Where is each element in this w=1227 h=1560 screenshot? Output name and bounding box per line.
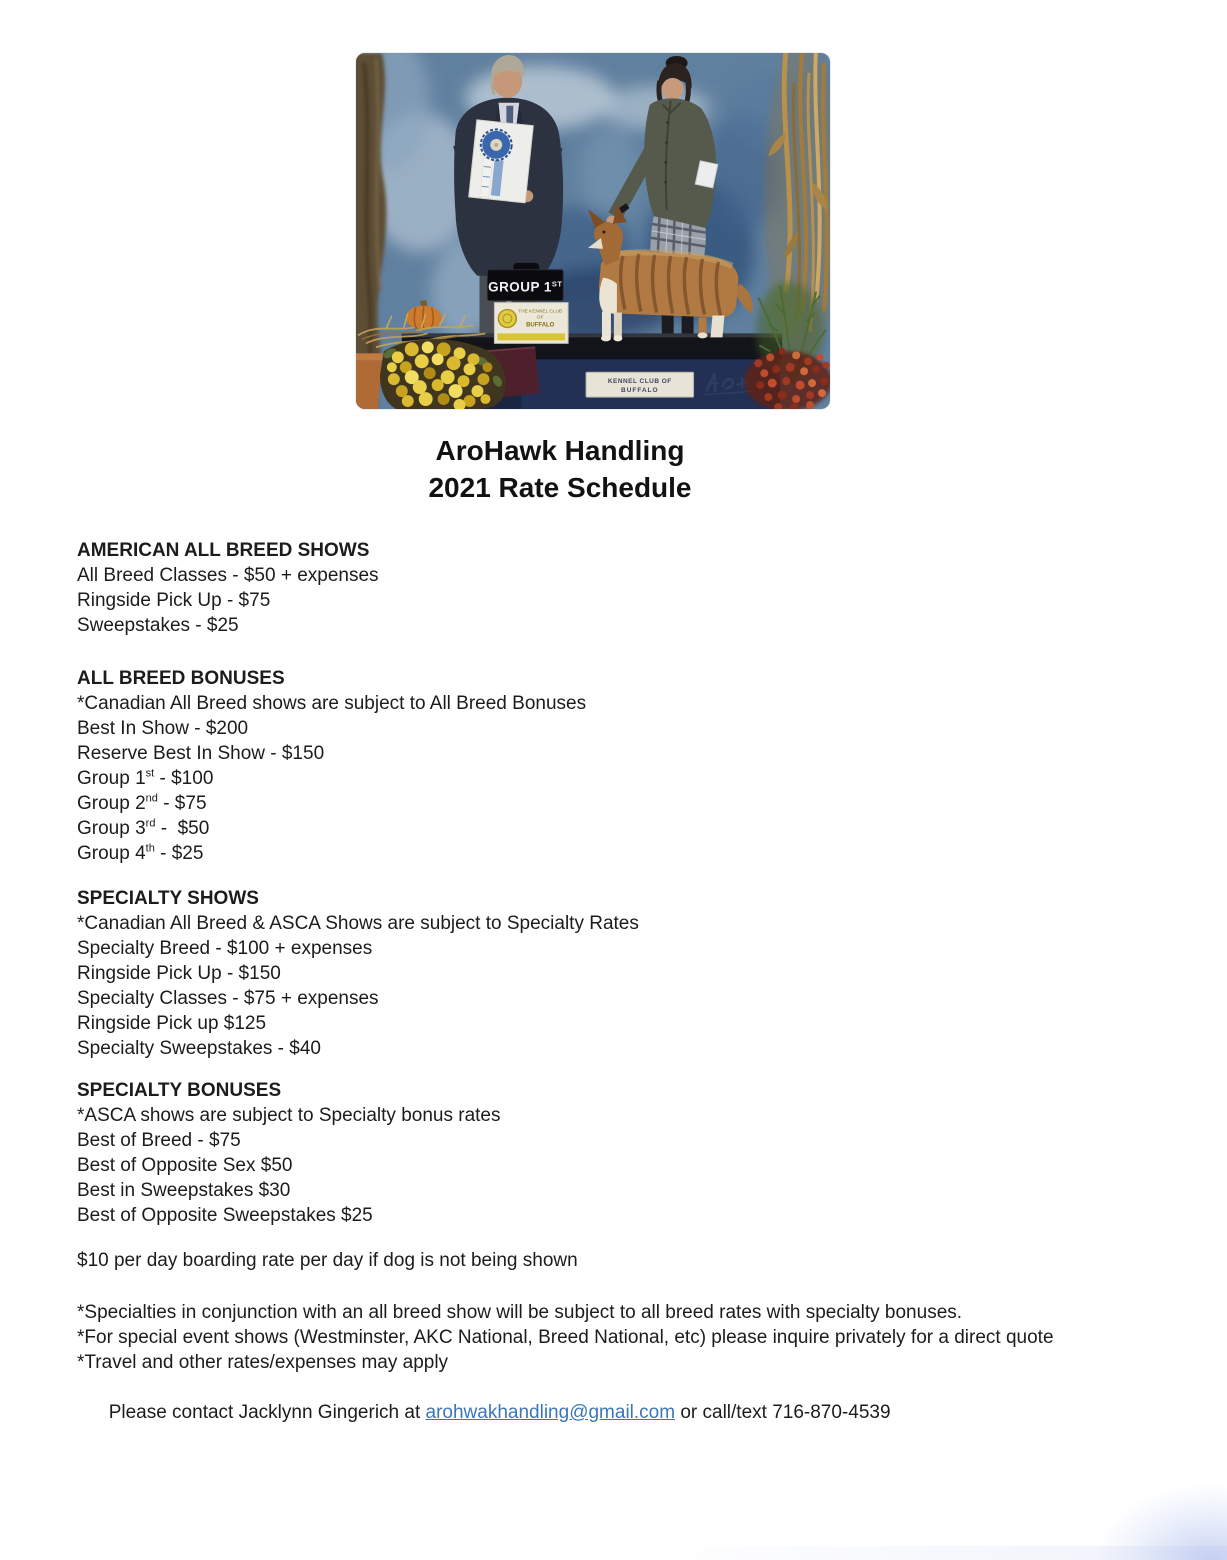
svg-text:BUFFALO: BUFFALO	[526, 322, 555, 329]
corner-scan-glow	[1097, 1485, 1227, 1560]
svg-text:OF: OF	[536, 315, 544, 321]
contact-text-pre: Please contact Jacklynn Gingerich at	[108, 1402, 426, 1423]
rate-line: Best of Opposite Sex $50	[77, 1155, 293, 1176]
document-title	[0, 432, 1120, 506]
rate-line: Best in Sweepstakes $30	[77, 1180, 291, 1201]
award-plaque	[586, 372, 694, 397]
rate-line: Best of Breed - $75	[77, 1130, 241, 1151]
rate-line: Group 3rd - $50	[77, 817, 210, 839]
rate-line: Group 1st - $100	[77, 767, 214, 789]
rate-line: *Canadian All Breed & ASCA Shows are subject to Specialty Rates	[77, 913, 639, 934]
rate-section-3	[77, 886, 1157, 1061]
svg-text:KENNEL CLUB OF: KENNEL CLUB OF	[607, 378, 672, 386]
kennel-club-sign	[494, 303, 568, 344]
section-heading: ALL BREED BONUSES	[77, 668, 285, 689]
footer-note: *Specialties in conjunction with an all breed show will be subject to all breed rates with specialty bonuses.	[77, 1302, 963, 1323]
footer-notes	[77, 1300, 1157, 1375]
dog-show-win-photo	[355, 52, 831, 410]
rate-line: Reserve Best In Show - $150	[77, 743, 325, 764]
svg-text:GROUP 1ST: GROUP 1ST	[488, 279, 563, 295]
rate-line: Ringside Pick up $125	[77, 1013, 267, 1034]
rate-line: Specialty Sweepstakes - $40	[77, 1038, 321, 1059]
rate-line: Sweepstakes - $25	[77, 615, 239, 636]
section-heading: AMERICAN ALL BREED SHOWS	[77, 540, 370, 561]
rate-line: Ringside Pick Up - $150	[77, 963, 281, 984]
title-line-1: AroHawk Handling	[435, 435, 685, 466]
rate-line: Best of Opposite Sweepstakes $25	[77, 1205, 373, 1226]
rate-line: Specialty Classes - $75 + expenses	[77, 988, 379, 1009]
rate-section-1	[77, 538, 1157, 638]
footer-note: *For special event shows (Westminster, AKC National, Breed National, etc) please inquire privately for a direct quote	[77, 1327, 1054, 1348]
section-heading: SPECIALTY SHOWS	[77, 888, 259, 909]
rate-line: Best In Show - $200	[77, 718, 249, 739]
rate-line: *Canadian All Breed shows are subject to All Breed Bonuses	[77, 693, 587, 714]
rate-schedule-content	[77, 538, 1157, 1450]
rate-line: All Breed Classes - $50 + expenses	[77, 565, 379, 586]
rate-section-4	[77, 1078, 1157, 1228]
contact-text-post: or call/text 716-870-4539	[675, 1402, 891, 1423]
footer-note: *Travel and other rates/expenses may apply	[77, 1352, 449, 1373]
section-heading: SPECIALTY BONUSES	[77, 1080, 282, 1101]
rate-line: *ASCA shows are subject to Specialty bonus rates	[77, 1105, 501, 1126]
title-line-2: 2021 Rate Schedule	[428, 472, 692, 503]
dog-show-photo-illustration	[356, 53, 830, 409]
svg-text:THE KENNEL CLUB: THE KENNEL CLUB	[518, 309, 563, 315]
svg-text:BUFFALO: BUFFALO	[621, 387, 659, 395]
rate-sections	[77, 538, 1157, 1228]
email-link[interactable]: arohwakhandling@gmail.com	[425, 1402, 676, 1423]
boarding-note: $10 per day boarding rate per day if dog is not being shown	[77, 1250, 578, 1271]
rosette-board	[469, 120, 534, 203]
bottom-scan-tint	[630, 1546, 1227, 1560]
rate-line: Ringside Pick Up - $75	[77, 590, 271, 611]
contact-line	[77, 1375, 1157, 1450]
rate-line: Group 4th - $25	[77, 842, 204, 864]
rate-line: Group 2nd - $75	[77, 792, 207, 814]
rate-section-2	[77, 666, 1157, 866]
rate-line: Specialty Breed - $100 + expenses	[77, 938, 373, 959]
